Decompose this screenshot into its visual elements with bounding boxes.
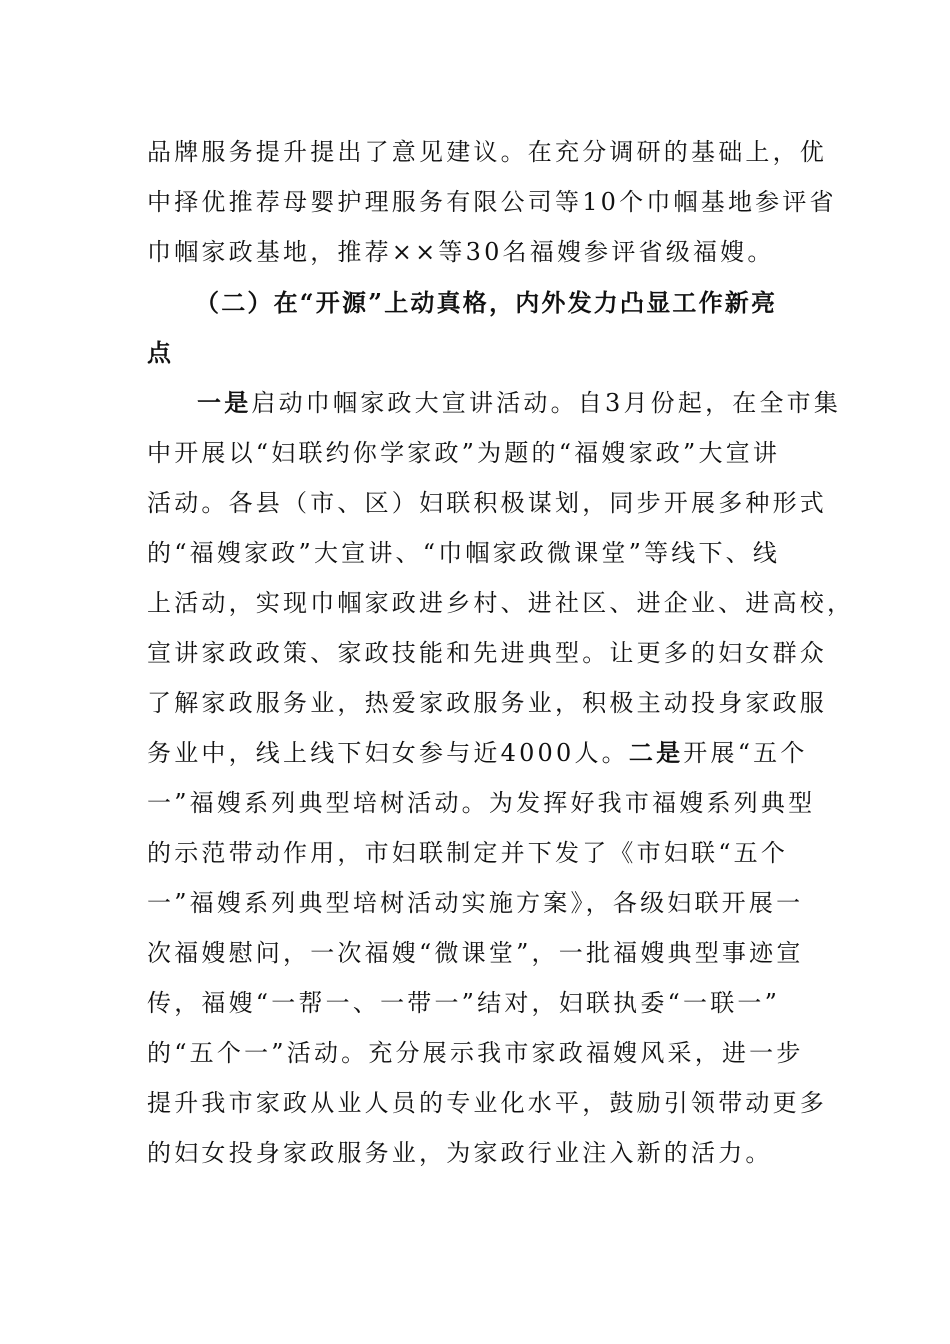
emphasis-label: 二是 (628, 738, 684, 767)
section-heading: （二）在“开源”上动真格，内外发力凸显工作新亮 (195, 288, 778, 317)
paragraph-first-line (197, 387, 841, 419)
paragraph-text: 务业中，线上线下妇女参与近4000人。 (147, 739, 629, 767)
body-text-line: 品牌服务提升提出了意见建议。在充分调研的基础上，优 (147, 138, 827, 166)
paragraph-text: 启动巾帼家政大宣讲活动。自3月份起，在全市集 (251, 389, 842, 417)
paragraph-line: 次福嫂慰问，一次福嫂“微课堂”，一批福嫂典型事迹宣 (147, 939, 804, 967)
paragraph-line: 的示范带动作用，市妇联制定并下发了《市妇联“五个 (147, 839, 789, 867)
paragraph-line-mixed (147, 737, 808, 769)
emphasis-label: 一是 (197, 388, 252, 417)
paragraph-line: 的“福嫂家政”大宣讲、“巾帼家政微课堂”等线下、线 (147, 539, 781, 567)
paragraph-line: 传，福嫂“一帮一、一带一”结对，妇联执委“一联一” (147, 989, 781, 1017)
paragraph-line: 一”福嫂系列典型培树活动实施方案》，各级妇联开展一 (147, 889, 804, 917)
body-text-line: 巾帼家政基地，推荐××等30名福嫂参评省级福嫂。 (147, 238, 775, 266)
body-text-line: 中择优推荐母婴护理服务有限公司等10个巾帼基地参评省 (147, 188, 837, 216)
paragraph-line: 的“五个一”活动。充分展示我市家政福嫂风采，进一步 (147, 1039, 804, 1067)
paragraph-text: 开展“五个 (683, 739, 808, 767)
paragraph-line: 提升我市家政从业人员的专业化水平，鼓励引领带动更多 (147, 1089, 827, 1117)
paragraph-line: 活动。各县（市、区）妇联积极谋划，同步开展多种形式 (147, 489, 827, 517)
paragraph-line: 上活动，实现巾帼家政进乡村、进社区、进企业、进高校， (147, 589, 855, 617)
paragraph-line: 中开展以“妇联约你学家政”为题的“福嫂家政”大宣讲 (147, 439, 781, 467)
paragraph-line: 宣讲家政政策、家政技能和先进典型。让更多的妇女群众 (147, 639, 827, 667)
paragraph-line: 了解家政服务业，热爱家政服务业，积极主动投身家政服 (147, 689, 827, 717)
paragraph-line: 一”福嫂系列典型培树活动。为发挥好我市福嫂系列典型 (147, 789, 816, 817)
paragraph-line: 的妇女投身家政服务业，为家政行业注入新的活力。 (147, 1139, 773, 1167)
section-heading-continued: 点 (147, 338, 174, 367)
